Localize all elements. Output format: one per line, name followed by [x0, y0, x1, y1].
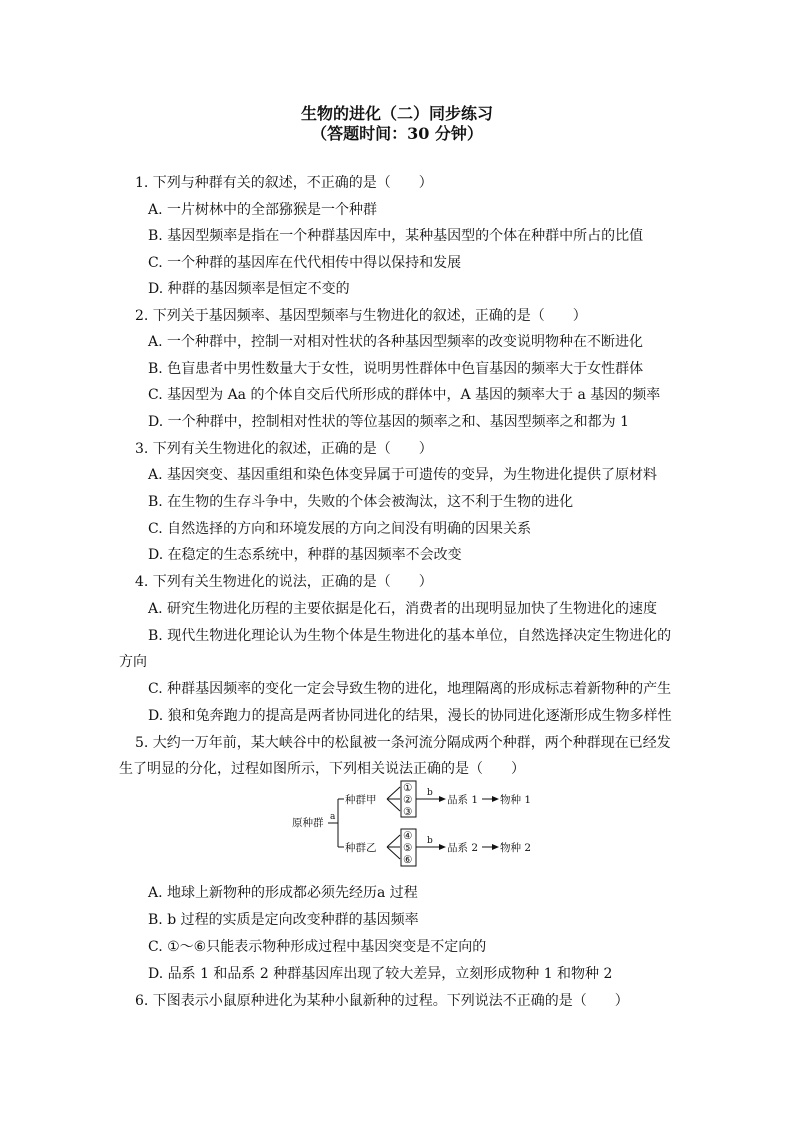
question-2-option-d: D. 一个种群中，控制相对性状的等位基因的频率之和、基因型频率之和都为 1: [148, 414, 629, 430]
diagram-mark-6: ⑥: [403, 854, 413, 866]
diagram-group-1-name: 种群甲: [345, 794, 377, 806]
diagram-label-b-1: b: [427, 788, 433, 798]
question-2-option-a: A. 一个种群中，控制一对相对性状的各种基因型频率的改变说明物种在不断进化: [148, 334, 644, 350]
question-1-option-b: B. 基因型频率是指在一个种群基因库中，某种基因型的个体在种群中所占的比值: [148, 228, 644, 244]
diagram-mark-3: ③: [403, 806, 413, 818]
question-5-stem: 5. 大约一万年前，某大峡谷中的松鼠被一条河流分隔成两个种群，两个种群现在已经发: [135, 735, 671, 751]
question-3-option-c: C. 自然选择的方向和环境发展的方向之间没有明确的因果关系: [148, 521, 532, 537]
diagram-strain-2: 品系 2: [447, 842, 479, 854]
question-4-stem: 4. 下列有关生物进化的说法，正确的是（ ）: [135, 574, 433, 590]
diagram-origin-label: 原种群: [292, 817, 324, 829]
question-5-stem-cont: 生了明显的分化，过程如图所示，下列相关说法正确的是（ ）: [119, 761, 525, 777]
question-2-option-c: C. 基因型为 Aa 的个体自交后代所形成的群体中，A 基因的频率大于 a 基因的频率: [148, 387, 661, 403]
diagram-species-2: 物种 2: [500, 842, 532, 854]
question-6-stem: 6. 下图表示小鼠原种进化为某种小鼠新种的过程。下列说法不正确的是（ ）: [135, 993, 629, 1009]
diagram-mark-4: ④: [403, 830, 413, 842]
question-1-option-c: C. 一个种群的基因库在代代相传中得以保持和发展: [148, 255, 462, 271]
question-4-option-b: B. 现代生物进化理论认为生物个体是生物进化的基本单位，自然选择决定生物进化的: [148, 628, 672, 644]
diagram-mark-1: ①: [403, 782, 413, 794]
page-title: 生物的进化（二）同步练习: [300, 104, 493, 123]
question-1-stem: 1. 下列与种群有关的叙述，不正确的是（ ）: [135, 175, 433, 191]
question-3-option-d: D. 在稳定的生态系统中，种群的基因频率不会改变: [148, 547, 462, 563]
diagram-label-b-2: b: [427, 836, 433, 846]
question-5-option-b: B. b 过程的实质是定向改变种群的基因频率: [148, 912, 419, 928]
question-4-option-d: D. 狼和兔奔跑力的提高是两者协同进化的结果，漫长的协同进化逐渐形成生物多样性: [148, 708, 672, 724]
question-2-stem: 2. 下列关于基因频率、基因型频率与生物进化的叙述，正确的是（ ）: [135, 308, 587, 324]
question-1-option-a: A. 一片树林中的全部猕猴是一个种群: [148, 202, 378, 218]
question-5-option-c: C. ①～⑥只能表示物种形成过程中基因突变是不定向的: [148, 939, 487, 955]
diagram-label-a: a: [330, 812, 336, 822]
question-1-option-d: D. 种群的基因频率是恒定不变的: [148, 281, 350, 297]
question-4-option-c: C. 种群基因频率的变化一定会导致生物的进化，地理隔离的形成标志着新物种的产生: [148, 681, 672, 697]
diagram-group-2-name: 种群乙: [345, 842, 377, 854]
question-5-option-a: A. 地球上新物种的形成都必须先经历a 过程: [148, 885, 418, 901]
diagram-mark-2: ②: [403, 794, 413, 806]
question-4-option-b-cont: 方向: [119, 654, 147, 670]
question-3-option-b: B. 在生物的生存斗争中，失败的个体会被淘汰，这不利于生物的进化: [148, 494, 574, 510]
question-4-option-a: A. 研究生物进化历程的主要依据是化石，消费者的出现明显加快了生物进化的速度: [148, 601, 658, 617]
question-2-option-b: B. 色盲患者中男性数量大于女性，说明男性群体中色盲基因的频率大于女性群体: [148, 361, 644, 377]
diagram-strain-1: 品系 1: [447, 794, 479, 806]
question-3-option-a: A. 基因突变、基因重组和染色体变异属于可遗传的变异，为生物进化提供了原材料: [148, 467, 658, 483]
diagram-species-1: 物种 1: [500, 794, 532, 806]
question-5-option-d: D. 品系 1 和品系 2 种群基因库出现了较大差异，立刻形成物种 1 和物种 2: [148, 966, 613, 982]
speciation-diagram: [290, 780, 540, 872]
diagram-mark-5: ⑤: [403, 842, 413, 854]
page-subtitle: （答题时间：30 分钟）: [311, 124, 483, 143]
question-3-stem: 3. 下列有关生物进化的叙述，正确的是（ ）: [135, 441, 433, 457]
